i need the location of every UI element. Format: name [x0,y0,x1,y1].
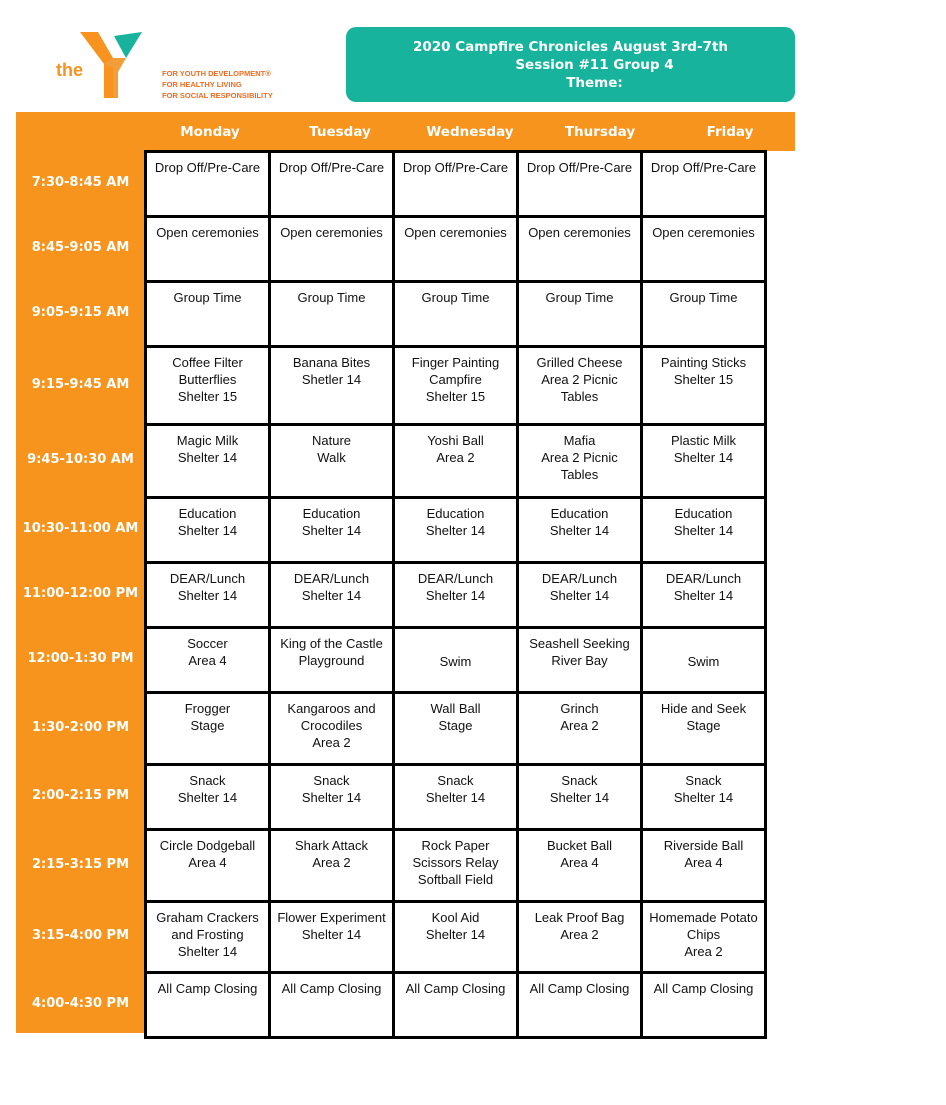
time-slot-label: 9:15-9:45 AM [31,376,130,392]
time-slot-label: 2:00-2:15 PM [31,788,130,803]
activity-cell: Soccer Area 4 [146,628,270,693]
activity-cell: All Camp Closing [642,973,766,1038]
activity-cell: Group Time [394,282,518,347]
schedule-row [146,830,766,902]
activity-cell: Education Shelter 14 [146,498,270,563]
schedule-row [146,973,766,1038]
activity-cell: DEAR/Lunch Shelter 14 [146,563,270,628]
schedule-row [146,628,766,693]
activity-cell: Snack Shelter 14 [394,765,518,830]
time-slot-label: 7:30-8:45 AM [31,175,130,190]
activity-cell: Group Time [518,282,642,347]
schedule-row [146,347,766,425]
time-slot-label: 1:30-2:00 PM [31,719,130,735]
schedule-row [146,693,766,765]
schedule-row [146,425,766,498]
session-banner [346,27,795,102]
activity-cell: DEAR/Lunch Shelter 14 [270,563,394,628]
activity-cell: King of the Castle Playground [270,628,394,693]
activity-cell: Education Shelter 14 [394,498,518,563]
activity-cell: Swim [394,628,518,693]
activity-cell: DEAR/Lunch Shelter 14 [518,563,642,628]
activity-cell: Nature Walk [270,425,394,498]
activity-cell: Flower Experiment Shelter 14 [270,902,394,973]
time-slot-label: 8:45-9:05 AM [31,240,130,255]
activity-cell: Drop Off/Pre-Care [642,152,766,217]
activity-cell: DEAR/Lunch Shelter 14 [642,563,766,628]
activity-cell: Swim [642,628,766,693]
activity-cell: Group Time [642,282,766,347]
activity-cell: Open ceremonies [270,217,394,282]
activity-cell: Rock Paper Scissors Relay Softball Field [394,830,518,902]
schedule-row [146,902,766,973]
activity-cell: Education Shelter 14 [518,498,642,563]
activity-cell: Leak Proof Bag Area 2 [518,902,642,973]
activity-cell: Riverside Ball Area 4 [642,830,766,902]
activity-cell: Open ceremonies [394,217,518,282]
activity-cell: Banana Bites Shetler 14 [270,347,394,425]
activity-cell: Kangaroos and Crocodiles Area 2 [270,693,394,765]
activity-cell: Snack Shelter 14 [642,765,766,830]
schedule-row [146,152,766,217]
activity-cell: Education Shelter 14 [270,498,394,563]
ymca-logo [52,26,282,106]
ymca-y-logo-icon [78,28,148,102]
activity-cell: Kool Aid Shelter 14 [394,902,518,973]
schedule-row [146,765,766,830]
banner-session: Session #11 Group 4 [515,56,674,73]
day-header-monday: Monday [180,123,240,140]
time-slot-label: 12:00-1:30 PM [27,651,134,666]
activity-cell: Finger Painting Campfire Shelter 15 [394,347,518,425]
activity-cell: Graham Crackers and Frosting Shelter 14 [146,902,270,973]
activity-cell: Yoshi Ball Area 2 [394,425,518,498]
activity-cell: All Camp Closing [518,973,642,1038]
time-slot-label: 2:15-3:15 PM [31,856,130,872]
tagline-line: FOR HEALTHY LIVING [162,80,242,89]
activity-cell: Snack Shelter 14 [518,765,642,830]
logo-word: the [56,60,83,80]
activity-cell: Open ceremonies [642,217,766,282]
activity-cell: Homemade Potato Chips Area 2 [642,902,766,973]
time-slot-label: 9:45-10:30 AM [27,452,134,467]
activity-cell: Plastic Milk Shelter 14 [642,425,766,498]
activity-cell: Seashell Seeking River Bay [518,628,642,693]
activity-cell: Group Time [146,282,270,347]
activity-cell: Bucket Ball Area 4 [518,830,642,902]
activity-cell: Drop Off/Pre-Care [146,152,270,217]
time-slot-label: 4:00-4:30 PM [31,996,130,1011]
time-slot-label: 10:30-11:00 AM [22,521,139,536]
logo-tagline [162,68,273,101]
activity-cell: Education Shelter 14 [642,498,766,563]
activity-cell: All Camp Closing [270,973,394,1038]
schedule-row [146,498,766,563]
day-header-friday: Friday [706,123,754,140]
activity-cell: DEAR/Lunch Shelter 14 [394,563,518,628]
day-header-wednesday: Wednesday [426,123,514,140]
activity-cell: Painting Sticks Shelter 15 [642,347,766,425]
activity-cell: Drop Off/Pre-Care [518,152,642,217]
activity-cell: Open ceremonies [146,217,270,282]
activity-cell: Magic Milk Shelter 14 [146,425,270,498]
day-header-tuesday: Tuesday [309,123,371,140]
tagline-line: FOR YOUTH DEVELOPMENT® [162,69,271,78]
activity-cell: Grilled Cheese Area 2 Picnic Tables [518,347,642,425]
time-slot-label: 11:00-12:00 PM [22,586,139,601]
activity-cell: Hide and Seek Stage [642,693,766,765]
activity-cell: Grinch Area 2 [518,693,642,765]
schedule-row [146,217,766,282]
banner-title: 2020 Campfire Chronicles August 3rd-7th [412,38,729,55]
activity-cell: All Camp Closing [146,973,270,1038]
activity-cell: Drop Off/Pre-Care [270,152,394,217]
schedule-row [146,282,766,347]
activity-cell: Frogger Stage [146,693,270,765]
activity-cell: Snack Shelter 14 [270,765,394,830]
tagline-line: FOR SOCIAL RESPONSIBILITY [162,91,273,100]
activity-cell: Wall Ball Stage [394,693,518,765]
schedule-row [146,563,766,628]
time-slot-label: 3:15-4:00 PM [31,928,130,943]
time-slot-label: 9:05-9:15 AM [31,305,130,320]
activity-cell: All Camp Closing [394,973,518,1038]
activity-cell: Open ceremonies [518,217,642,282]
activity-cell: Drop Off/Pre-Care [394,152,518,217]
activity-cell: Coffee Filter Butterflies Shelter 15 [146,347,270,425]
activity-cell: Shark Attack Area 2 [270,830,394,902]
day-header-thursday: Thursday [564,123,636,140]
activity-cell: Circle Dodgeball Area 4 [146,830,270,902]
activity-cell: Snack Shelter 14 [146,765,270,830]
schedule-table [144,150,767,1039]
activity-cell: Mafia Area 2 Picnic Tables [518,425,642,498]
banner-theme: Theme: [566,74,623,91]
activity-cell: Group Time [270,282,394,347]
